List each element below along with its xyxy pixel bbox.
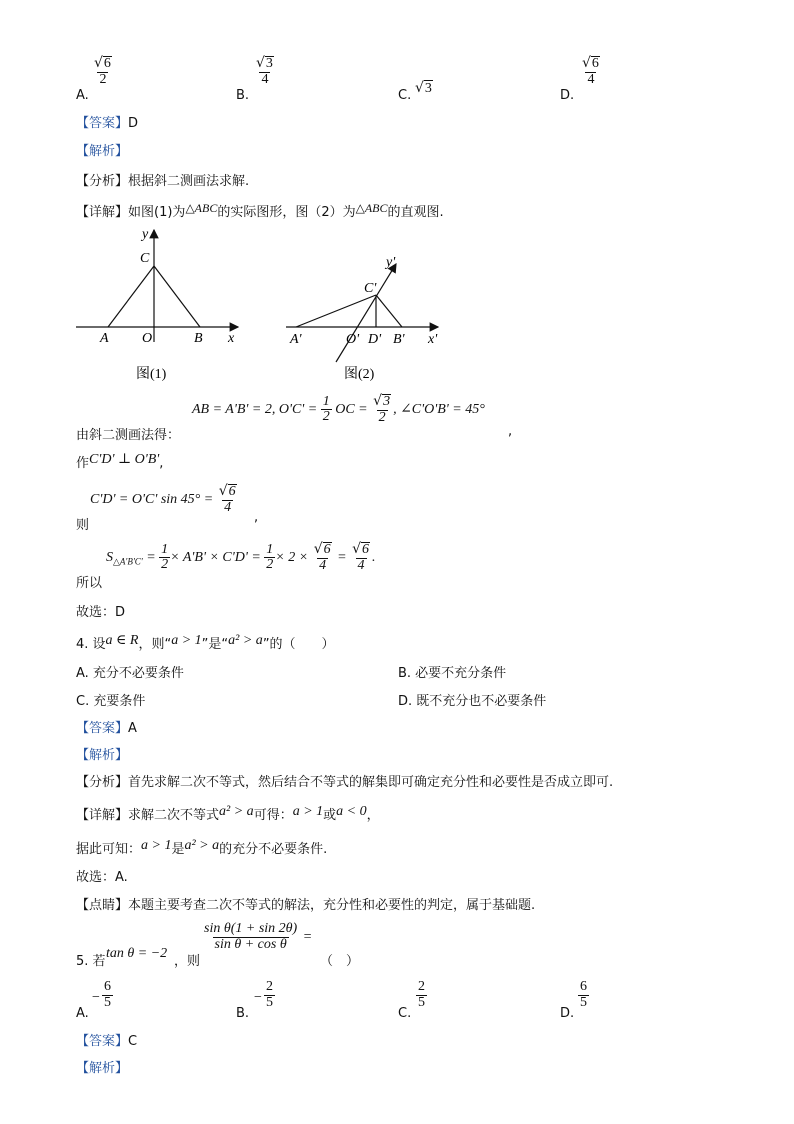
- fig1-label-a: A: [100, 331, 109, 346]
- q4-option-a: A. 充分不必要条件: [76, 666, 184, 681]
- q3-choose: 故选：D: [76, 605, 126, 620]
- fig1-side-cb: [154, 266, 200, 327]
- fig2-y-axis: [336, 264, 396, 362]
- fig2-label-b: B': [393, 332, 405, 347]
- fig2-label-c: C': [364, 281, 377, 296]
- q4-detail: 【详解】求解二次不等式a² > a可得：a > 1或a < 0，: [76, 804, 380, 823]
- fig1-side-ca: [108, 266, 154, 327]
- fig1-label-o: O: [142, 331, 153, 346]
- q4-option-d: D. 既不充分也不必要条件: [398, 694, 547, 709]
- q3-answer: 【答案】D: [76, 116, 139, 131]
- q4-fenxi: 【分析】首先求解二次不等式，然后结合不等式的解集即可确定充分性和必要性是否成立即可.: [76, 775, 614, 790]
- q4-option-c: C. 充要条件: [76, 694, 146, 709]
- fig2-label-x: x': [428, 332, 438, 347]
- fig1-label-y: y: [142, 227, 149, 242]
- fig2-label-d: D': [368, 332, 382, 347]
- fig2-label-y: y': [386, 255, 396, 270]
- fig2-side-cb: [376, 295, 402, 327]
- q4-analysis-tag: 【解析】: [76, 748, 129, 763]
- q3-fenxi: 【分析】根据斜二测画法求解.: [76, 174, 250, 189]
- fig1-label-b: B: [194, 331, 203, 346]
- q5-answer: 【答案】C: [76, 1034, 138, 1049]
- fig1-label-x: x: [228, 331, 235, 346]
- fig2-label-a: A': [290, 332, 302, 347]
- q4-stem: 4. 设a ∈ R，则“a > 1”是“a² > a”的（ ）: [76, 633, 335, 652]
- q5-analysis-tag: 【解析】: [76, 1061, 129, 1076]
- fig2-caption-text: 图(2): [344, 367, 375, 382]
- figure-2: [280, 250, 450, 384]
- q4-dianjing: 【点睛】本题主要考查二次不等式的解法，充分性和必要性的判定，属于基础题.: [76, 898, 536, 913]
- q3-line-2: 作C'D' ⊥ O'B',: [76, 452, 164, 471]
- q4-choose: 故选：A.: [76, 870, 128, 885]
- fig1-label-c: C: [140, 251, 150, 266]
- fig2-side-ca: [296, 295, 376, 327]
- q4-option-b: B. 必要不充分条件: [398, 666, 507, 681]
- q4-answer: 【答案】A: [76, 721, 137, 736]
- fig2-label-o: O': [346, 332, 360, 347]
- q3-analysis-tag: 【解析】: [76, 144, 129, 159]
- fig1-caption-text: 图(1): [136, 367, 167, 382]
- q3-detail: 【详解】如图(1)为△ABC的实际图形，图（2）为△ABC的直观图.: [76, 201, 444, 220]
- q4-detail-line-2: 据此可知：a > 1是a² > a的充分不必要条件.: [76, 838, 328, 857]
- figure-1: [70, 224, 250, 384]
